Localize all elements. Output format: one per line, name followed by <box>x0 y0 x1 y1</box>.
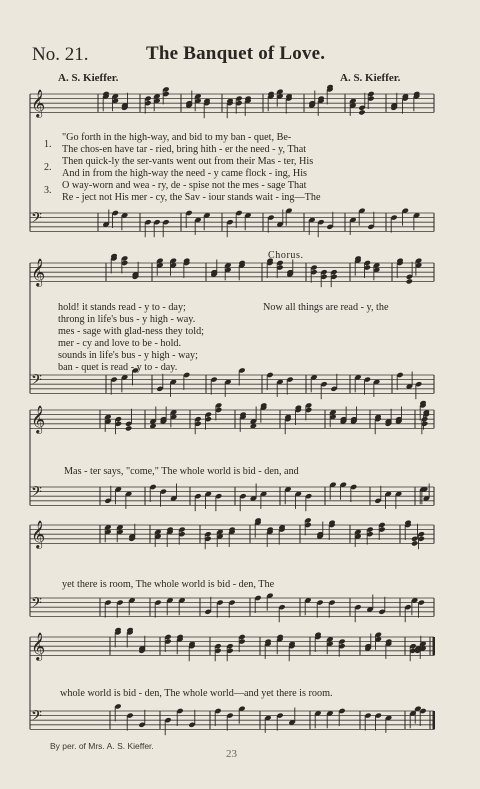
lyric-line: The chos-en have tar - ried, bring hith - er the need - y, That <box>62 144 307 155</box>
treble-clef-icon: 𝄞 <box>31 89 46 117</box>
note-head <box>358 109 365 115</box>
lyric-line: hold! it stands read - y to - day; <box>58 302 186 313</box>
treble-clef-icon: 𝄞 <box>31 520 46 548</box>
bass-clef-icon: 𝄢 <box>31 372 42 392</box>
lyric-line: And in from the high-way the need - y came flock - ing, His <box>62 168 307 179</box>
lyric-line: Mas - ter says, "come," The whole world is bid - den, and <box>64 466 299 477</box>
lyric-line: whole world is bid - den, The whole world—and yet there is room. <box>60 688 333 699</box>
lyric-line: sounds in life's bus - y high - way; <box>58 350 198 361</box>
lyric-line: Then quick-ly the ser-vants went out from their Mas - ter, His <box>62 156 314 167</box>
chorus-label: Chorus. <box>268 250 304 261</box>
bass-staff <box>30 375 434 393</box>
page-number: 23 <box>226 748 237 760</box>
lyric-line: ban - quet is read - y to - day. <box>58 362 178 373</box>
lyric-line: mes - sage with glad-ness they told; <box>58 326 204 337</box>
lyric-line: yet there is room, The whole world is bid - den, The <box>62 579 275 590</box>
bass-clef-icon: 𝄢 <box>31 595 42 615</box>
bass-clef-icon: 𝄢 <box>31 210 42 230</box>
treble-staff <box>30 410 434 428</box>
hymn-title: The Banquet of Love. <box>146 43 326 64</box>
treble-clef-icon: 𝄞 <box>31 632 46 660</box>
lyric-line: O way-worn and wea - ry, de - spise not the mes - sage That <box>62 180 307 191</box>
treble-clef-icon: 𝄞 <box>31 258 46 286</box>
music-composer: A. S. Kieffer. <box>340 72 401 84</box>
note-head <box>411 540 418 546</box>
lyric-line: mer - cy and love to be - hold. <box>58 338 182 349</box>
note-head <box>406 278 413 284</box>
final-barline <box>433 637 436 655</box>
verse-number: 3. <box>44 185 52 196</box>
chorus-lyric-line: Now all things are read - y, the <box>263 302 389 313</box>
lyric-line: Re - ject not His mer - cy, the Sav - iour stands wait - ing—The <box>62 192 321 203</box>
lyric-line: "Go forth in the high-way, and bid to my ban - quet, Be- <box>62 132 292 143</box>
hymn-number: No. 21. <box>32 44 89 65</box>
final-barline <box>433 711 436 729</box>
note-head <box>125 425 132 431</box>
bass-staff <box>30 487 434 505</box>
lyric-line: throng in life's bus - y high - way. <box>58 314 196 325</box>
words-author: A. S. Kieffer. <box>58 72 119 84</box>
treble-clef-icon: 𝄞 <box>31 405 46 433</box>
verse-number: 2. <box>44 162 52 173</box>
verse-number: 1. <box>44 139 52 150</box>
bass-clef-icon: 𝄢 <box>31 484 42 504</box>
treble-staff <box>30 263 434 281</box>
permission-credit: By per. of Mrs. A. S. Kieffer. <box>50 741 154 751</box>
bass-clef-icon: 𝄢 <box>31 708 42 728</box>
